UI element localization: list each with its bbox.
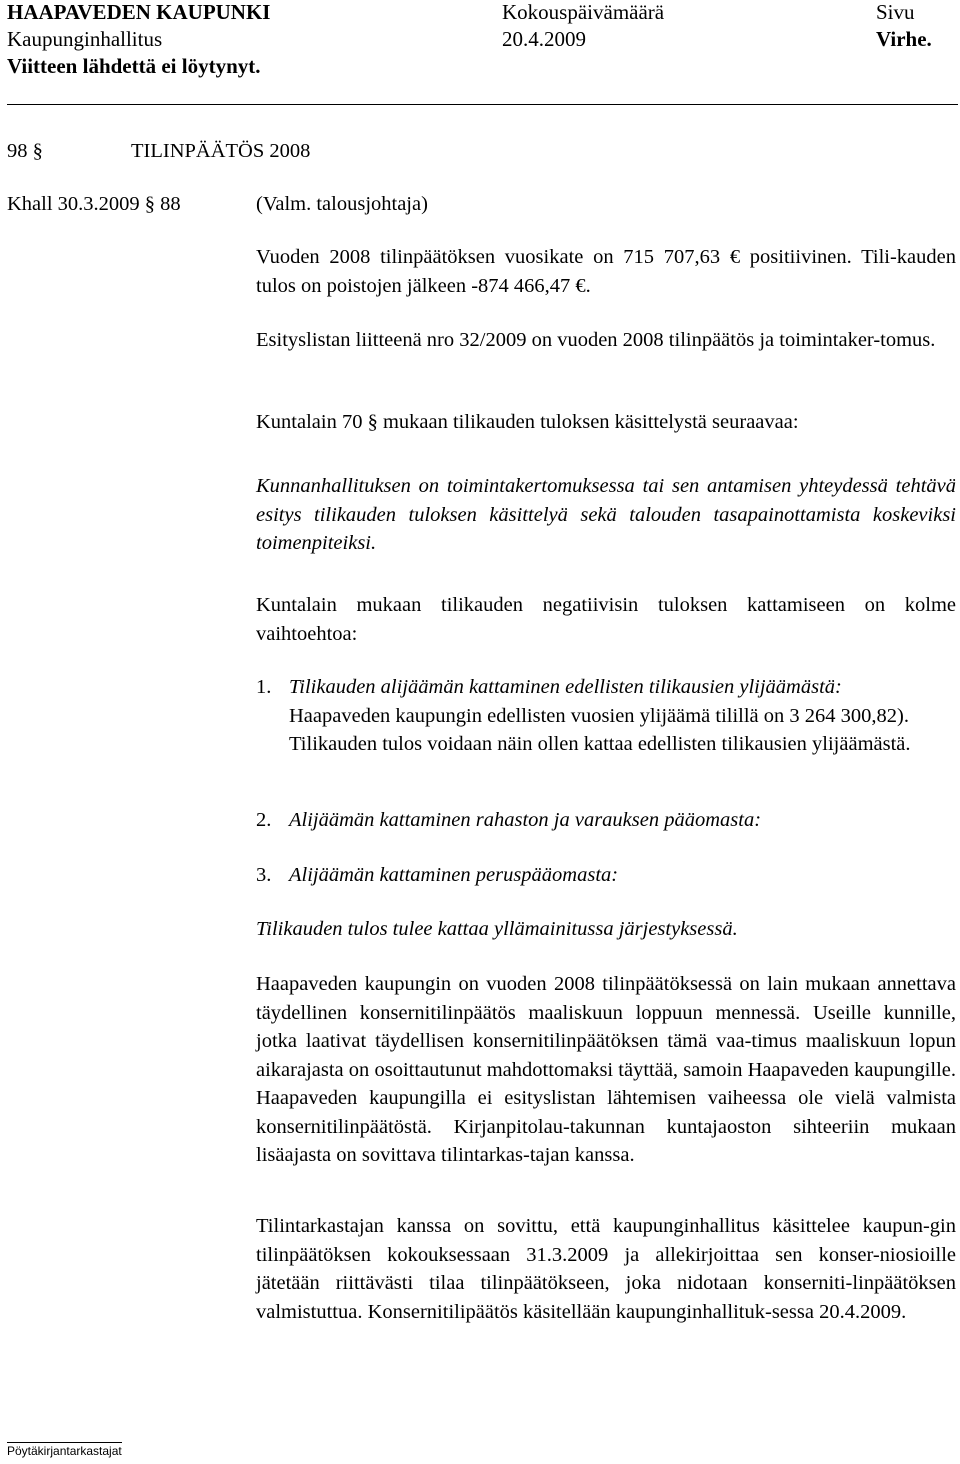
paragraph-options-intro: Kuntalain mukaan tilikauden negatiivisin tuloksen kattamiseen on kolme vaihtoehtoa:: [256, 594, 956, 645]
preparer: (Valm. talousjohtaja): [256, 193, 428, 215]
paragraph-result: Vuoden 2008 tilinpäätöksen vuosikate on 715 707,63 € positiivinen. Tili-kauden tulos on poistojen jälkeen -874 466,47 €.: [256, 246, 956, 297]
date-label: Kokouspäivämäärä: [502, 0, 665, 24]
page-label: Sivu: [876, 0, 915, 24]
option-number: 3.: [256, 864, 272, 886]
paragraph-law-quote: Kunnanhallituksen on toimintakertomuksessa tai sen antamisen yhteydessä tehtävä esitys tilikauden tuloksen käsittelyä sekä talouden tasapainottamista koskeviksi toimenpiteiksi.: [256, 475, 956, 554]
meeting-date: 20.4.2009: [502, 27, 586, 51]
paragraph-auditor: Tilintarkastajan kanssa on sovittu, että kaupunginhallitus käsittelee kaupun-gin tilinpäätöksen kokouksessaan 31.3.2009 ja allekirjoittaa sen konser-niosioille jätetään riittävästi tilaa tilinpäätökseen, joka nidotaan konserniti-linpäätöksen valmistuttua. Konsernitilipäätös käsitellään kaupunginhallituk-sessa 20.4.2009.: [256, 1215, 956, 1323]
option-1: [289, 673, 954, 759]
previous-reference: Khall 30.3.2009 § 88: [7, 193, 181, 215]
org-name: HAAPAVEDEN KAUPUNKI: [7, 0, 271, 24]
option-2-heading: Alijäämän kattaminen rahaston ja varauksen pääomasta:: [289, 809, 762, 831]
paragraph-attachment: Esityslistan liitteenä nro 32/2009 on vuoden 2008 tilinpäätös ja toimintaker-tomus.: [256, 329, 936, 351]
closing-note: Tilikauden tulos tulee kattaa yllämainitussa järjestyksessä.: [256, 918, 738, 940]
reference-error: Viitteen lähdettä ei löytynyt.: [7, 54, 261, 78]
signature-label: Pöytäkirjantarkastajat: [7, 1444, 122, 1458]
section-number: 98 §: [7, 140, 43, 162]
section-title: TILINPÄÄTÖS 2008: [131, 140, 311, 162]
option-text: Haapaveden kaupungin edellisten vuosien ylijäämä tilillä on 3 264 300,82). Tilikauden tulos voidaan näin ollen kattaa edellisten tilikausien ylijäämästä.: [289, 704, 911, 755]
option-number: 2.: [256, 809, 272, 831]
page-value: Virhe.: [876, 27, 932, 51]
header-divider: [7, 104, 958, 105]
option-3-heading: Alijäämän kattaminen peruspääomasta:: [289, 864, 619, 886]
option-number: 1.: [256, 676, 272, 698]
paragraph-consolidated: Haapaveden kaupungin on vuoden 2008 tilinpäätöksessä on lain mukaan annettava täydellinen konsernitilinpäätös maaliskuun loppuun mennessä. Useille kunnille, jotka laativat täydellisen konsernitilinpäätöksen tämä vaa-timus maaliskuun lopun aikarajasta on osoittautunut mahdottomaksi täyttää, samoin Haapaveden kaupungille. Haapaveden kaupungilla ei esityslistan lähtemisen vaiheessa ole vielä valmista konsernitilinpäätöstä. Kirjanpitolau-takunnan kuntajaoston sihteeriin mukaan lisäajasta on sovittava tilintarkas-tajan kanssa.: [256, 973, 956, 1166]
body-name: Kaupunginhallitus: [7, 27, 163, 51]
paragraph-law: Kuntalain 70 § mukaan tilikauden tuloksen käsittelystä seuraavaa:: [256, 411, 799, 433]
option-heading: Tilikauden alijäämän kattaminen edellisten tilikausien ylijäämästä:: [289, 676, 842, 698]
